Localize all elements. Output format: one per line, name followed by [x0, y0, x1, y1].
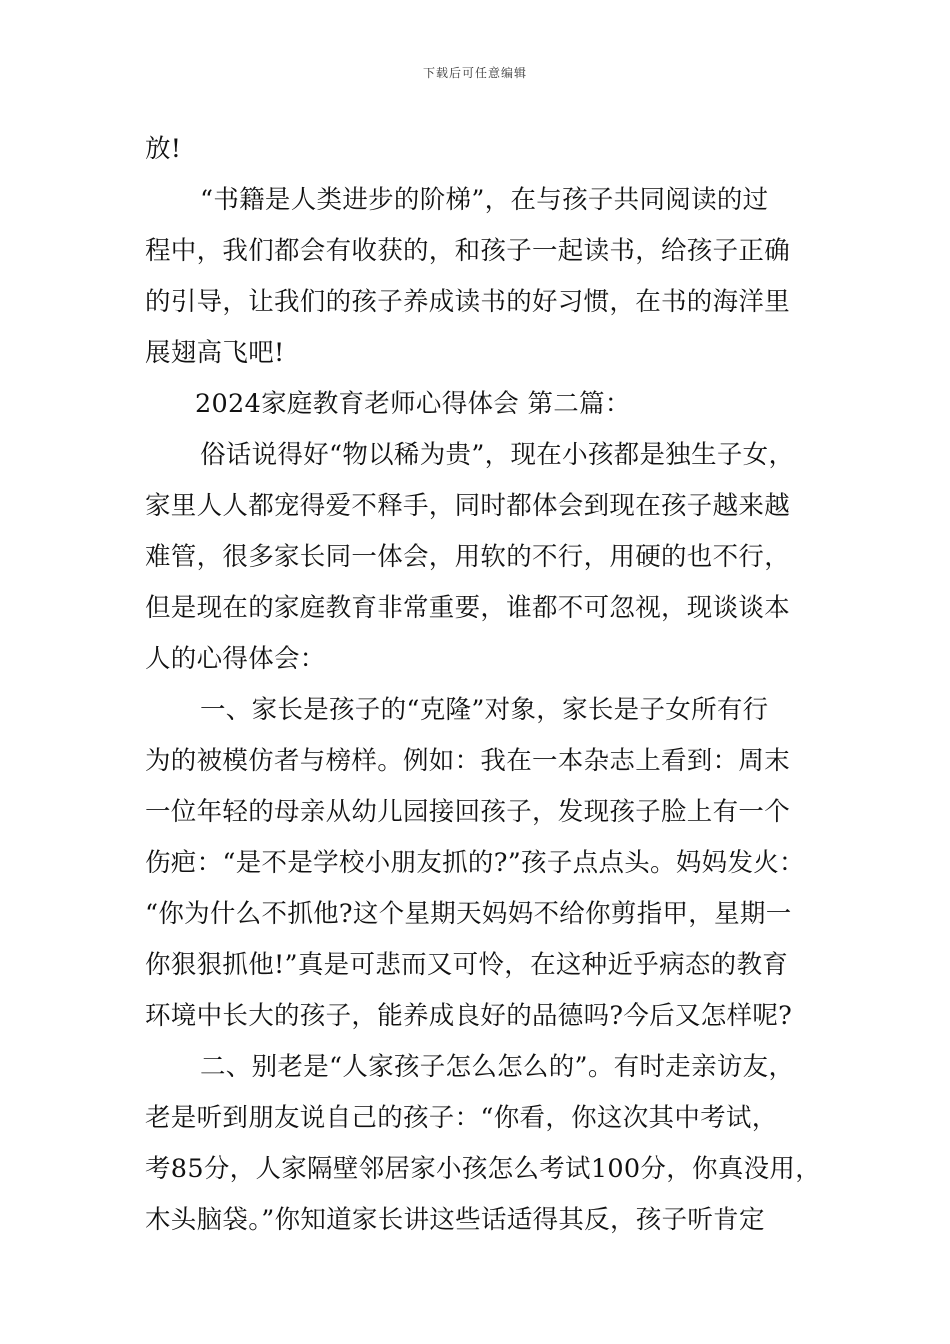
text-line: 程中，我们都会有收获的，和孩子一起读书，给孩子正确 — [145, 236, 791, 266]
section-heading: 2024家庭教育老师心得体会 第二篇： — [195, 389, 631, 419]
text-line: “你为什么不抓他?这个星期天妈妈不给你剪指甲，星期一 — [145, 899, 792, 929]
text-line: 你狠狠抓他!”真是可悲而又可怜，在这种近乎病态的教育 — [145, 950, 789, 980]
text-line: 环境中长大的孩子，能养成良好的品德吗?今后又怎样呢? — [145, 1001, 793, 1031]
text-line: 木头脑袋。”你知道家长讲这些话适得其反，孩子听肯定 — [145, 1205, 765, 1235]
text-line: 但是现在的家庭教育非常重要，谁都不可忽视，现谈谈本 — [145, 593, 791, 623]
text-line: 一位年轻的母亲从幼儿园接回孩子，发现孩子脸上有一个 — [145, 797, 791, 827]
text-line: 展翅高飞吧! — [145, 338, 285, 368]
text-line: 俗话说得好“物以稀为贵”，现在小孩都是独生子女， — [200, 440, 795, 470]
text-line: 放! — [145, 134, 182, 164]
text-line: 难管，很多家长同一体会，用软的不行，用硬的也不行， — [145, 542, 791, 572]
text-line: 人的心得体会： — [145, 644, 326, 674]
text-line: 考85分，人家隔壁邻居家小孩怎么考试100分，你真没用， — [145, 1154, 822, 1184]
body-text — [145, 124, 822, 1246]
text-line: 家里人人都宠得爱不释手，同时都体会到现在孩子越来越 — [145, 491, 791, 521]
text-line: 为的被模仿者与榜样。例如：我在一本杂志上看到：周末 — [145, 746, 791, 776]
text-line: 的引导，让我们的孩子养成读书的好习惯，在书的海洋里 — [145, 287, 791, 317]
text-line: “书籍是人类进步的阶梯”，在与孩子共同阅读的过 — [200, 185, 769, 215]
header-note: 下载后可任意编辑 — [422, 66, 527, 80]
text-line: 一、家长是孩子的“克隆”对象，家长是子女所有行 — [200, 695, 769, 725]
text-line: 二、别老是“人家孩子怎么怎么的”。有时走亲访友， — [200, 1052, 795, 1082]
text-line: 伤疤：“是不是学校小朋友抓的?”孩子点点头。妈妈发火： — [145, 848, 805, 878]
text-line: 老是听到朋友说自己的孩子：“你看，你这次其中考试， — [145, 1103, 778, 1133]
